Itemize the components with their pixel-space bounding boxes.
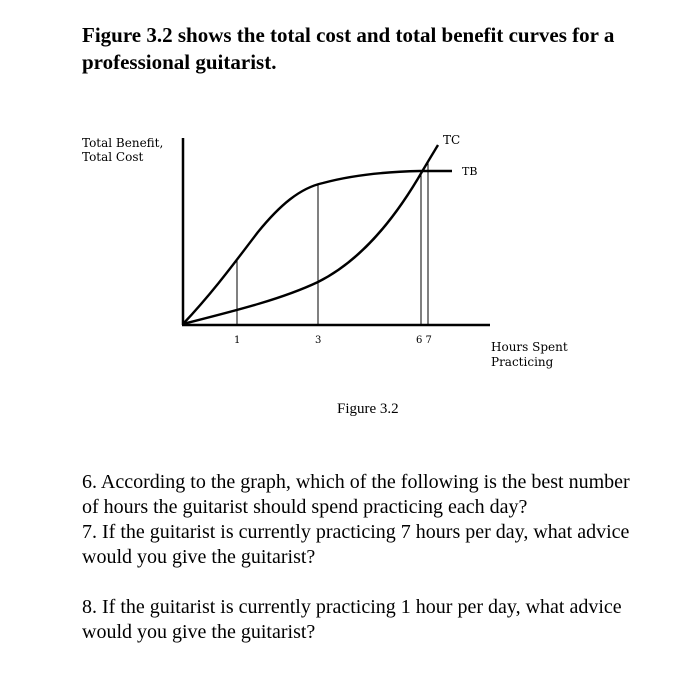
question-7: 7. If the guitarist is currently practicing 7 hours per day, what advice would you give the guitarist? [82, 521, 630, 568]
y-axis-label-line1: Total Benefit, [82, 136, 164, 150]
tc-label: TC [443, 133, 461, 147]
x-axis-label-line2: Practicing [491, 355, 554, 369]
tick-label-6-7: 6 7 [416, 335, 432, 346]
tick-label-3: 3 [315, 335, 322, 346]
heading: Figure 3.2 shows the total cost and total benefit curves for a professional guitarist. [82, 23, 615, 74]
questions [82, 470, 642, 645]
question-6: 6. According to the graph, which of the following is the best number of hours the guitarist should spend practicing each day? [82, 471, 630, 518]
y-axis-label-line2: Total Cost [82, 150, 144, 164]
question-8: 8. If the guitarist is currently practicing 1 hour per day, what advice would you give the guitarist? [82, 596, 622, 643]
x-axis-label-line1: Hours Spent [491, 340, 568, 354]
figure-caption: Figure 3.2 [337, 401, 399, 417]
tick-label-1: 1 [234, 335, 241, 346]
tb-label: TB [462, 165, 478, 178]
